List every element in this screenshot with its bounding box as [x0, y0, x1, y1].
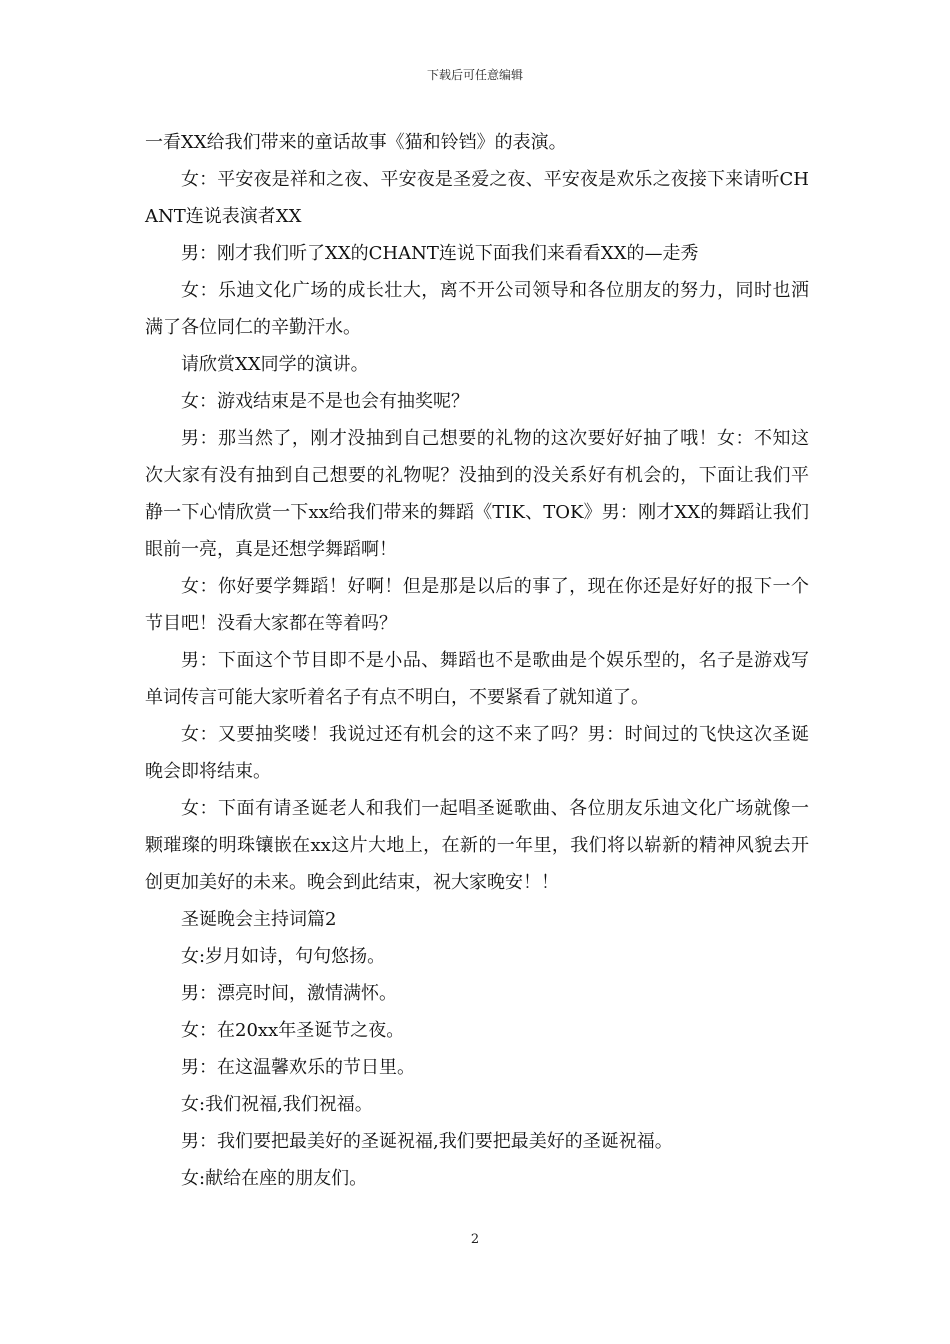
paragraph: 女：游戏结束是不是也会有抽奖呢？: [181, 391, 469, 412]
paragraph: 男：漂亮时间，激情满怀。: [181, 983, 397, 1004]
paragraph: 女:献给在座的朋友们。: [181, 1168, 368, 1189]
paragraph: 请欣赏XX同学的演讲。: [181, 354, 369, 375]
paragraph: 男：我们要把最美好的圣诞祝福,我们要把最美好的圣诞祝福。: [181, 1131, 673, 1152]
paragraph: 女：下面有请圣诞老人和我们一起唱圣诞歌曲、各位朋友乐迪文化广场就像一颗璀璨的明珠镶嵌在xx这片大地上，在新的一年里，我们将以崭新的精神风貌去开创更加美好的未来。晚会到此结束，祝大家晚安！！: [145, 798, 809, 893]
paragraph: 一看XX给我们带来的童话故事《猫和铃铛》的表演。: [145, 132, 567, 153]
paragraph: 女：平安夜是祥和之夜、平安夜是圣爱之夜、平安夜是欢乐之夜接下来请听CHANT连说表演者XX: [145, 169, 809, 227]
paragraph: 女：又要抽奖喽！我说过还有机会的这不来了吗？男：时间过的飞快这次圣诞晚会即将结束。: [145, 724, 809, 782]
paragraph: 女:岁月如诗，句句悠扬。: [181, 946, 386, 967]
page-header: 下载后可任意编辑: [426, 68, 523, 82]
paragraph: 女：你好要学舞蹈！好啊！但是那是以后的事了，现在你还是好好的报下一个节目吧！没看大家都在等着吗？: [145, 576, 809, 634]
paragraph: 男：下面这个节目即不是小品、舞蹈也不是歌曲是个娱乐型的，名子是游戏写单词传言可能大家听着名子有点不明白，不要紧看了就知道了。: [145, 650, 809, 708]
paragraph: 男：那当然了，刚才没抽到自己想要的礼物的这次要好好抽了哦！女：不知这次大家有没有抽到自己想要的礼物呢？没抽到的没关系好有机会的，下面让我们平静一下心情欣赏一下xx给我们带来的舞蹈《TIK、TOK》男：刚才XX的舞蹈让我们眼前一亮，真是还想学舞蹈啊！: [145, 428, 809, 560]
paragraph: 圣诞晚会主持词篇2: [181, 909, 337, 930]
paragraph: 女：乐迪文化广场的成长壮大，离不开公司领导和各位朋友的努力，同时也洒满了各位同仁的辛勤汗水。: [145, 280, 809, 338]
paragraph: 男：在这温馨欢乐的节日里。: [181, 1057, 415, 1078]
paragraph: 女：在20xx年圣诞节之夜。: [181, 1020, 405, 1041]
page-number: 2: [470, 1232, 480, 1247]
document-body: [145, 124, 809, 1197]
paragraph: 男：刚才我们听了XX的CHANT连说下面我们来看看XX的—走秀: [181, 243, 699, 264]
paragraph: 女:我们祝福,我们祝福。: [181, 1094, 373, 1115]
